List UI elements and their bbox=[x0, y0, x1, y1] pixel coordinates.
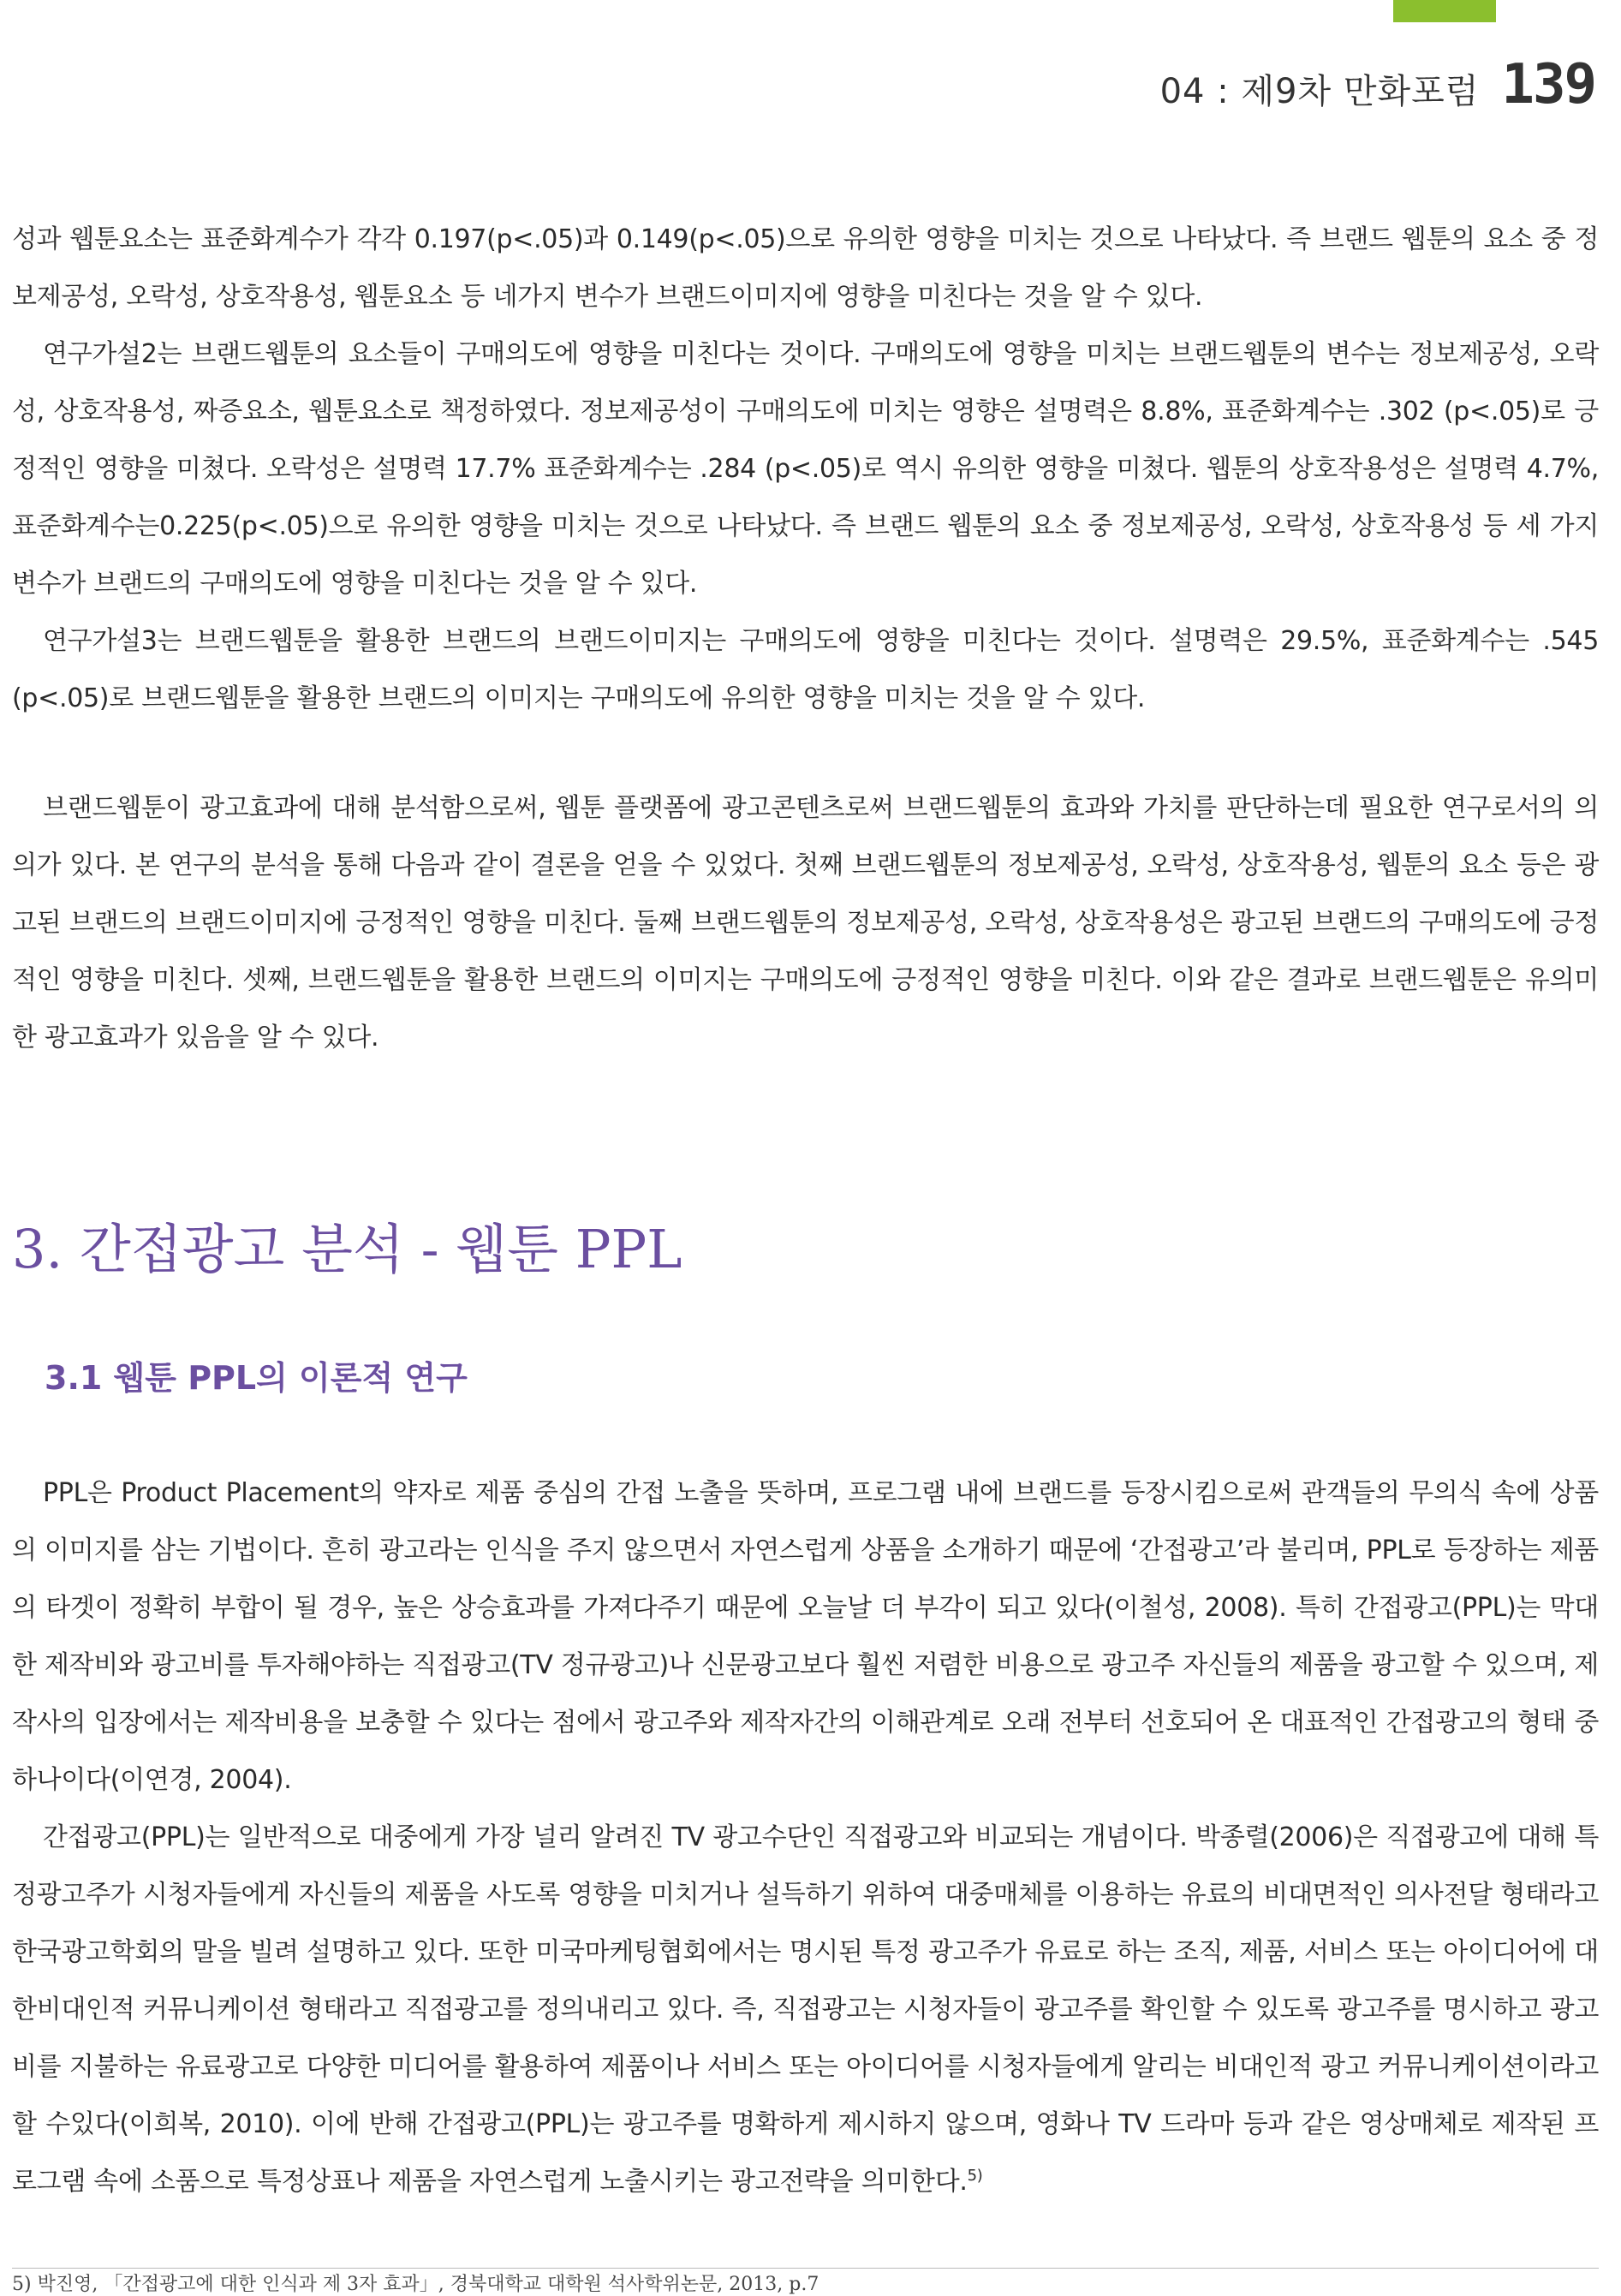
footnote-ref[interactable]: 5) bbox=[967, 2167, 983, 2185]
results-block bbox=[12, 211, 1599, 727]
paragraph: PPL은 Product Placement의 약자로 제품 중심의 간접 노출을 뜻하며, 프로그램 내에 브랜드를 등장시킴으로써 관객들의 무의식 속에 상품의 이미지를 삼는 기법이다. 흔히 광고라는 인식을 주지 않으면서 자연스럽게 상품을 소개하기 때문에 ‘간접광고’라 불리며, PPL로 등장하는 제품의 타겟이 정확히 부합이 될 경우, 높은 상승효과를 가져다주기 때문에 오늘날 더 부각이 되고 있다(이철성, 2008). 특히 간접광고(PPL)는 막대한 제작비와 광고비를 투자해야하는 직접광고(TV 정규광고)나 신문광고보다 훨씬 저렴한 비용으로 광고주 자신들의 제품을 광고할 수 있으며, 제작사의 입장에서는 제작비용을 보충할 수 있다는 점에서 광고주와 제작자간의 이해관계로 오래 전부터 선호되어 온 대표적인 간접광고의 형태 중 하나이다(이연경, 2004). bbox=[12, 1478, 1599, 1795]
paragraph: 브랜드웹툰이 광고효과에 대해 분석함으로써, 웹툰 플랫폼에 광고콘텐츠로써 브랜드웹툰의 효과와 가치를 판단하는데 필요한 연구로서의 의의가 있다. 본 연구의 분석을 통해 다음과 같이 결론을 얻을 수 있었다. 첫째 브랜드웹툰의 정보제공성, 오락성, 상호작용성, 웹툰의 요소 등은 광고된 브랜드의 브랜드이미지에 긍정적인 영향을 미친다. 둘째 브랜드웹툰의 정보제공성, 오락성, 상호작용성은 광고된 브랜드의 구매의도에 긍정적인 영향을 미친다. 셋째, 브랜드웹툰을 활용한 브랜드의 이미지는 구매의도에 긍정적인 영향을 미친다. 이와 같은 결과로 브랜드웹툰은 유의미한 광고효과가 있음을 알 수 있다. bbox=[12, 793, 1599, 1053]
header-accent-bar bbox=[1393, 0, 1496, 22]
footnote-rule bbox=[12, 2268, 1599, 2269]
paragraph: 성과 웹툰요소는 표준화계수가 각각 0.197(p<.05)과 0.149(p<.05)으로 유의한 영향을 미치는 것으로 나타났다. 즉 브랜드 웹툰의 요소 중 정보제공성, 오락성, 상호작용성, 웹툰요소 등 네가지 변수가 브랜드이미지에 영향을 미친다는 것을 알 수 있다. bbox=[12, 224, 1599, 312]
paragraph bbox=[12, 1809, 1599, 2210]
section-heading: 3. 간접광고 분석 - 웹툰 PPL bbox=[12, 1218, 682, 1280]
page-number: 139 bbox=[1501, 53, 1595, 116]
paragraph: 연구가설2는 브랜드웹툰의 요소들이 구매의도에 영향을 미친다는 것이다. 구매의도에 영향을 미치는 브랜드웹툰의 변수는 정보제공성, 오락성, 상호작용성, 짜증요소, 웹툰요소로 책정하였다. 정보제공성이 구매의도에 미치는 영향은 설명력은 8.8%, 표준화계수는 .302 (p<.05)로 긍정적인 영향을 미쳤다. 오락성은 설명력 17.7% 표준화계수는 .284 (p<.05)로 역시 유의한 영향을 미쳤다. 웹툰의 상호작용성은 설명력 4.7%, 표준화계수는0.225(p<.05)으로 유의한 영향을 미치는 것으로 나타났다. 즉 브랜드 웹툰의 요소 중 정보제공성, 오락성, 상호작용성 등 세 가지 변수가 브랜드의 구매의도에 영향을 미친다는 것을 알 수 있다. bbox=[12, 339, 1599, 599]
paragraph: 연구가설3는 브랜드웹툰을 활용한 브랜드의 브랜드이미지는 구매의도에 영향을 미친다는 것이다. 설명력은 29.5%, 표준화계수는 .545 (p<.05)로 브랜드웹툰을 활용한 브랜드의 이미지는 구매의도에 유의한 영향을 미치는 것을 알 수 있다. bbox=[12, 626, 1599, 713]
ppl-block bbox=[12, 1464, 1599, 2210]
conclusion-block bbox=[12, 779, 1599, 1066]
subsection-heading: 3.1 웹툰 PPL의 이론적 연구 bbox=[45, 1359, 468, 1397]
footnote: 5) 박진영, 「간접광고에 대한 인식과 제 3자 효과」, 경북대학교 대학원 석사학위논문, 2013, p.7 bbox=[12, 2274, 819, 2295]
paragraph-text: 간접광고(PPL)는 일반적으로 대중에게 가장 널리 알려진 TV 광고수단인 직접광고와 비교되는 개념이다. 박종렬(2006)은 직접광고에 대해 특정광고주가 시청자들에게 자신들의 제품을 사도록 영향을 미치거나 설득하기 위하여 대중매체를 이용하는 유료의 비대면적인 의사전달 형태라고 한국광고학회의 말을 빌려 설명하고 있다. 또한 미국마케팅협회에서는 명시된 특정 광고주가 유료로 하는 조직, 제품, 서비스 또는 아이디어에 대한비대인적 커뮤니케이션 형태라고 직접광고를 정의내리고 있다. 즉, 직접광고는 시청자들이 광고주를 확인할 수 있도록 광고주를 명시하고 광고비를 지불하는 유료광고로 다양한 미디어를 활용하여 제품이나 서비스 또는 아이디어를 시청자들에게 알리는 비대인적 광고 커뮤니케이션이라고 할 수있다(이희복, 2010). 이에 반해 간접광고(PPL)는 광고주를 명확하게 제시하지 않으며, 영화나 TV 드라마 등과 같은 영상매체로 제작된 프로그램 속에 소품으로 특정상표나 제품을 자연스럽게 노출시키는 광고전략을 의미한다. bbox=[12, 1822, 1599, 2197]
section-label: 04 : 제9차 만화포럼 bbox=[1159, 72, 1480, 111]
running-head bbox=[1159, 53, 1595, 116]
